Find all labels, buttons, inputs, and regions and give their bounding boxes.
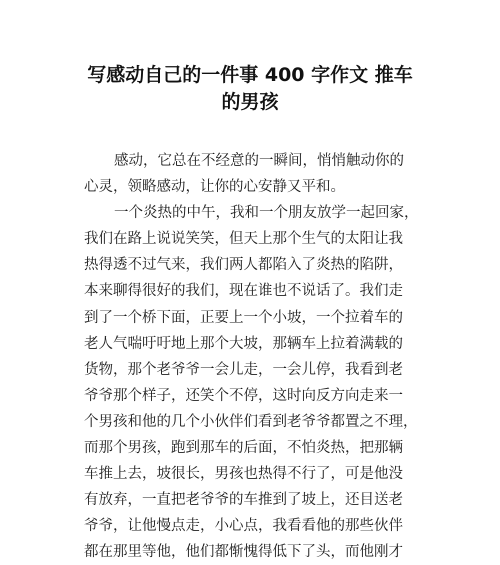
document-title (60, 62, 440, 116)
text-line: 爷爷那个样子，还笑个不停，这时向反方向走来一 (84, 387, 403, 404)
text-line: 而那个男孩，跑到那车的后面，不怕炎热，把那辆 (84, 440, 403, 457)
text-line: 有放弃，一直把老爷爷的车推到了坡上，还目送老 (84, 492, 403, 509)
paragraph-1 (84, 148, 424, 200)
paragraph-2 (84, 200, 424, 565)
text-line: 感动，它总在不经意的一瞬间，悄悄触动你的 (114, 153, 404, 169)
text-line: 一个炎热的中午，我和一个朋友放学一起回家， (114, 205, 419, 222)
text-line: 货物，那个老爷爷一会儿走，一会儿停，我看到老 (84, 361, 403, 378)
title-line-1: 写感动自己的一件事 400 字作文 推车 (87, 64, 413, 86)
text-line: 到了一个桥下面，正要上一个小坡，一个拉着车的 (84, 309, 403, 326)
text-line: 我们在路上说说笑笑，但天上那个生气的太阳让我 (84, 231, 403, 248)
document-body (84, 148, 424, 565)
text-line: 个男孩和他的几个小伙伴们看到老爷爷都置之不理， (84, 413, 418, 430)
text-line: 老人气喘吁吁地上那个大坡，那辆车上拉着满载的 (84, 335, 403, 352)
text-line: 本来聊得很好的我们，现在谁也不说话了。我们走 (84, 283, 403, 300)
title-line-2: 的男孩 (221, 91, 279, 113)
text-line: 热得透不过气来，我们两人都陷入了炎热的陷阱， (84, 257, 403, 274)
text-line: 车推上去，坡很长，男孩也热得不行了，可是他没 (84, 466, 403, 483)
text-line: 爷爷，让他慢点走，小心点，我看看他的那些伙伴 (84, 518, 403, 535)
text-line: 都在那里等他，他们都惭愧得低下了头，而他刚才 (84, 544, 403, 561)
text-line: 心灵，领略感动，让你的心安静又平和。 (84, 179, 345, 196)
